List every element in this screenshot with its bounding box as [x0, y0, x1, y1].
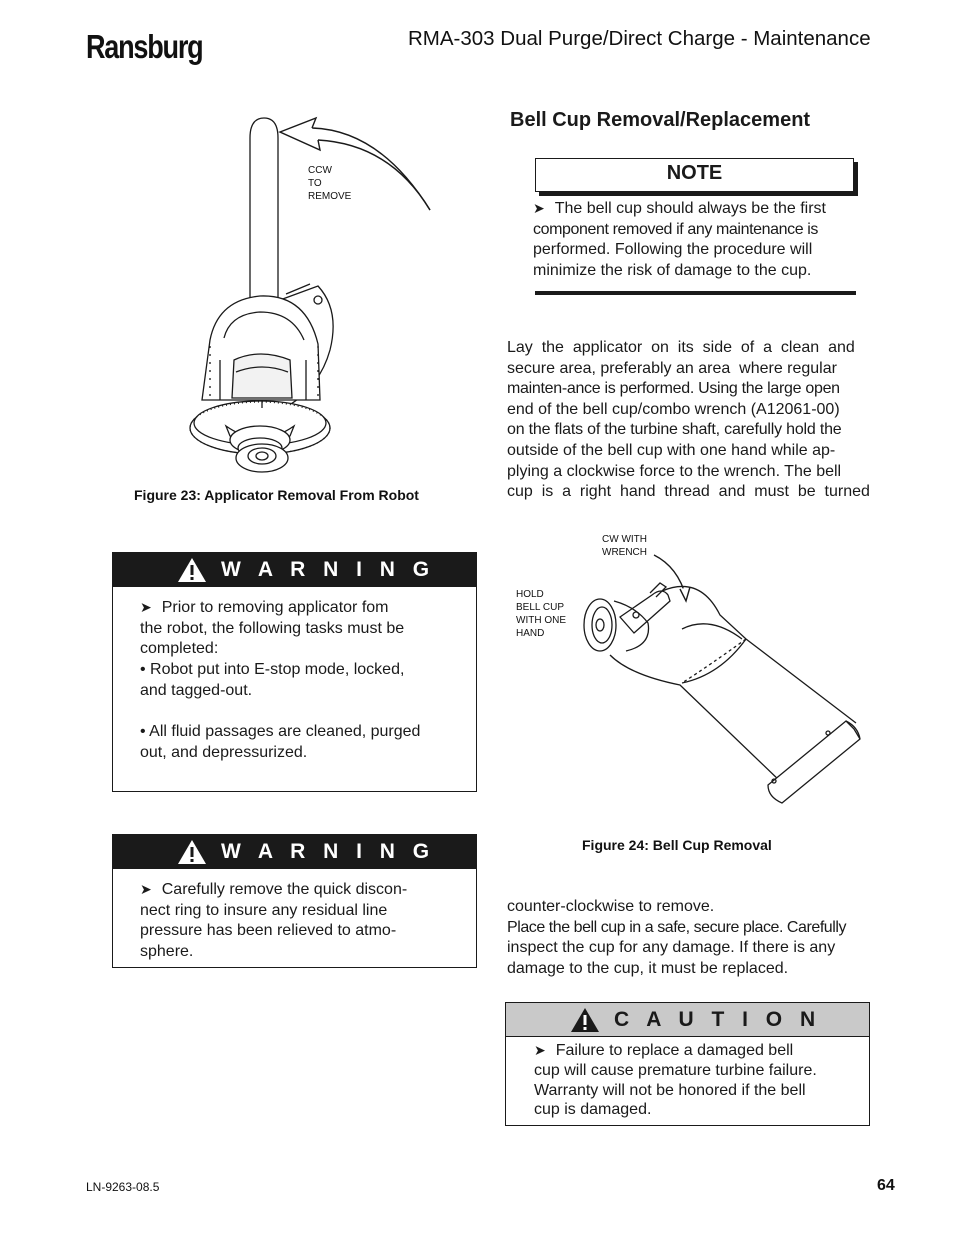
- caution-line: cup is damaged.: [534, 1101, 652, 1119]
- annotation-line: REMOVE: [308, 191, 352, 202]
- figure-24-annotation-left: [516, 588, 566, 640]
- warning-line: completed:: [140, 640, 219, 658]
- caution-header: [506, 1003, 869, 1037]
- text-line: plying a clockwise force to the wrench. The bell: [507, 462, 842, 480]
- text-line: Place the bell cup in a safe, secure place. Carefully: [507, 918, 847, 936]
- caution-line: cup will cause premature turbine failure.: [534, 1061, 817, 1079]
- document-title: RMA-303 Dual Purge/Direct Charge - Maintenance: [408, 27, 871, 50]
- arrow-bullet-icon: ➤: [140, 599, 152, 615]
- warning-triangle-icon: [177, 557, 207, 583]
- warning-line: sphere.: [140, 943, 194, 961]
- annotation-line: TO: [308, 178, 322, 189]
- text-line: end of the bell cup/combo wrench (A12061-00): [507, 400, 840, 418]
- text-line: damage to the cup, it must be replaced.: [507, 959, 789, 977]
- figure-24-annotation-top: [602, 533, 647, 559]
- arrow-bullet-icon: ➤: [534, 1042, 546, 1058]
- warning-body: [140, 879, 470, 963]
- annotation-line: HAND: [516, 628, 545, 639]
- note-line: component removed if any maintenance is: [533, 220, 819, 238]
- caution-line: ➤ Failure to replace a damaged bell: [534, 1042, 794, 1059]
- note-body: [533, 198, 842, 282]
- annotation-line: WITH ONE: [516, 615, 566, 626]
- warning-body: [140, 597, 470, 764]
- figure-24-caption: Figure 24: Bell Cup Removal: [582, 837, 772, 853]
- text-line: counter-clockwise to remove.: [507, 898, 715, 915]
- warning-line: and tagged-out.: [140, 681, 253, 699]
- text-line: Lay the applicator on its side of a clean and: [507, 339, 855, 356]
- warning-line: pressure has been relieved to atmo-: [140, 922, 397, 940]
- caution-heading: C A U T I O N: [614, 1007, 822, 1031]
- body-paragraph-1: [507, 338, 872, 503]
- warning-heading: W A R N I N G: [221, 840, 436, 863]
- text-line: inspect the cup for any damage. If there is any: [507, 939, 836, 957]
- note-line: ➤ The bell cup should always be the first: [533, 200, 826, 217]
- text-line: cup is a right hand thread and must be turned: [507, 483, 870, 501]
- figure-24-illustration: [570, 535, 870, 815]
- caution-body: [534, 1041, 864, 1120]
- document-number: LN-9263-08.5: [86, 1180, 160, 1194]
- figure-23-caption: Figure 23: Applicator Removal From Robot: [134, 487, 419, 503]
- page-number: 64: [877, 1177, 895, 1194]
- body-paragraph-2: [507, 897, 872, 979]
- note-line: performed. Following the procedure will: [533, 241, 813, 259]
- text-line: secure area, preferably an area where regular: [507, 359, 837, 377]
- warning-line: • All fluid passages are cleaned, purged: [140, 723, 421, 741]
- warning-line: ➤ Prior to removing applicator fom: [140, 599, 389, 616]
- annotation-line: CCW: [308, 165, 332, 176]
- text-line: on the flats of the turbine shaft, carefully hold the: [507, 421, 842, 439]
- caution-line: Warranty will not be honored if the bell: [534, 1081, 806, 1099]
- note-bottom-rule: [535, 291, 856, 295]
- text-line: outside of the bell cup with one hand while ap-: [507, 441, 836, 459]
- warning-header: [113, 553, 476, 587]
- warning-line: ➤ Carefully remove the quick discon-: [140, 881, 408, 898]
- section-title: Bell Cup Removal/Replacement: [510, 109, 811, 131]
- note-line: minimize the risk of damage to the cup.: [533, 262, 812, 280]
- text-line: mainten-ance is performed. Using the large open: [507, 380, 840, 398]
- figure-23-annotation: [308, 164, 351, 203]
- annotation-line: CW WITH: [602, 534, 647, 545]
- warning-box-2: [112, 834, 477, 968]
- annotation-line: HOLD: [516, 589, 544, 600]
- warning-line: out, and depressurized.: [140, 743, 308, 761]
- warning-heading: W A R N I N G: [221, 558, 436, 581]
- warning-line: nect ring to insure any residual line: [140, 901, 388, 919]
- note-heading: NOTE: [535, 158, 854, 192]
- annotation-line: BELL CUP: [516, 602, 564, 613]
- arrow-bullet-icon: ➤: [533, 200, 545, 216]
- warning-line: • Robot put into E-stop mode, locked,: [140, 661, 405, 679]
- warning-line: [140, 702, 470, 723]
- caution-box: [505, 1002, 870, 1126]
- arrow-bullet-icon: ➤: [140, 881, 152, 897]
- warning-box-1: [112, 552, 477, 792]
- annotation-line: WRENCH: [602, 547, 647, 558]
- caution-triangle-icon: [570, 1007, 600, 1033]
- warning-header: [113, 835, 476, 869]
- brand-logo: Ransburg: [86, 28, 203, 65]
- warning-triangle-icon: [177, 839, 207, 865]
- warning-line: the robot, the following tasks must be: [140, 619, 405, 637]
